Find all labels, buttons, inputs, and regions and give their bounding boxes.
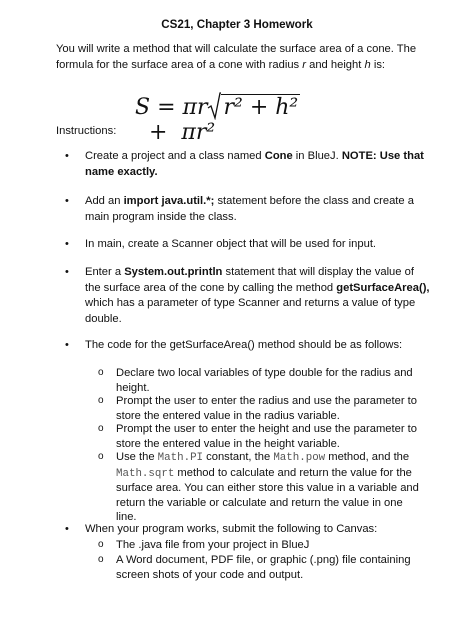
bullet-marker: •	[65, 266, 69, 278]
sub-marker: o	[98, 554, 104, 565]
formula-radicand: r² + h²	[223, 95, 299, 120]
bullet-marker: •	[65, 195, 69, 207]
surface-area-formula	[135, 92, 355, 145]
bullet-marker: •	[65, 150, 69, 162]
formula-tail: πr²	[181, 120, 216, 145]
sub-marker: o	[98, 367, 104, 378]
height-var: h	[364, 58, 371, 71]
sub-marker: o	[98, 451, 104, 462]
formula-lhs: S	[135, 95, 151, 120]
page-title: CS21, Chapter 3 Homework	[161, 18, 313, 31]
intro-line-2: formula for the surface area of a cone with radius r and height h is:	[56, 58, 386, 71]
bullet-marker: •	[65, 339, 69, 351]
radius-var: r	[302, 58, 306, 71]
formula-equals: =	[150, 95, 183, 120]
square-root	[207, 92, 300, 120]
formula-pi-r: πr	[182, 95, 208, 120]
sub-marker: o	[98, 539, 104, 550]
radical-sign-icon	[207, 92, 221, 120]
sub-marker: o	[98, 395, 104, 406]
formula-plus: +	[135, 120, 182, 145]
bullet-marker: •	[65, 523, 69, 535]
intro-paragraph	[56, 42, 441, 73]
document-page: CS21, Chapter 3 Homework You will write a method that will calculate the surface area of a cone. The formula for the surface area of a cone with radius r and height h is: S = πr r² + h² + πr² Instructions: • Create a project and a class named Cone in BlueJ. NOTE: Use that name exactly. • Add an import java.util.*; statement before the class and create a main program inside the class. • In main, create a Scanner object that will be used for input. • Enter a System.out.println statement that will display the value of the surface area of the cone by calling the method getSurfaceArea(), which has a parameter of type Scanner and returns a value of type double. • The code for the getSurfaceArea() method should be as follows: o Declare two local variables of type double for the radius and height. o Prompt the user to enter the radius and use the parameter to store the entered value in the radius variable. o Prompt the user to enter the height and use the parameter to store the entered value in the height variable. o Use the Math.PI constant, the Math.pow method, and the Math.sqrt method to calculate and return the value for the surface area. You can either store this value in a variable and return the variable or calculate and return the value in one line. • When your program works, submit the following to Canvas: o The .java file from your project in BlueJ o A Word document, PDF file, or graphic (.png) file containing screen shots of your code and output.	[0, 0, 474, 619]
sub-marker: o	[98, 423, 104, 434]
bullet-marker: •	[65, 238, 69, 250]
instructions-label: Instructions:	[56, 125, 117, 137]
intro-line-1: You will write a method that will calculate the surface area of a cone. The	[56, 43, 417, 55]
